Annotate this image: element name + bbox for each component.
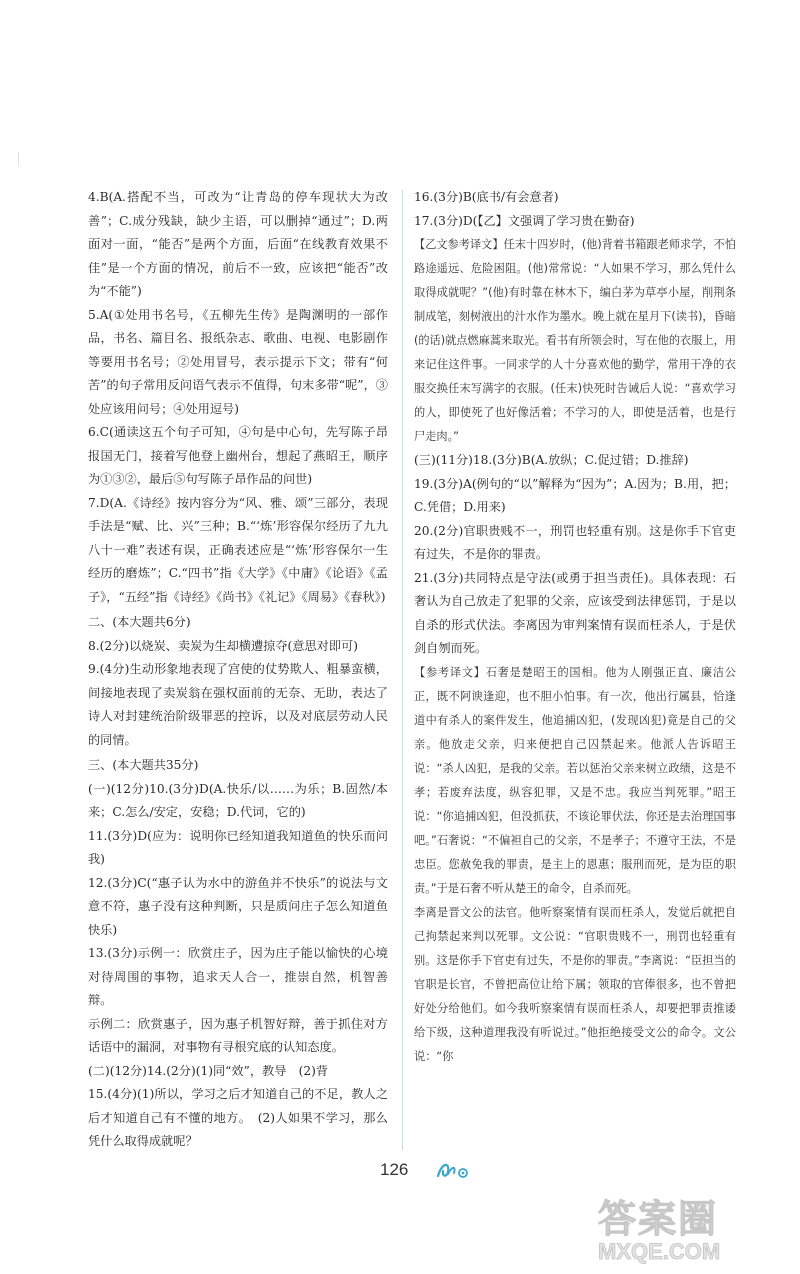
watermark (598, 1188, 768, 1274)
section-two-heading: 二、(本大题共6分) (88, 615, 191, 629)
answer-14: (二)(12分)14.(2分)(1)同“效”，教导 (2)背 (88, 1063, 329, 1078)
page-edge-mark (18, 152, 19, 166)
answer-6: 6.C(通读这五个句子可知，④句是中心句，先写陈子昂报国无门，接着写他登上幽州台，想起了燕昭王，顺序为①③②，最后⑤句写陈子昂作品的问世) (88, 425, 388, 486)
answer-7: 7.D(A.《诗经》按内容分为“风、雅、颂”三部分，表现手法是“赋、比、兴”三种；B.“‘炼’形容保尔经历了九九八十一难”表述有误，正确表述应是“‘炼’形容保尔一生经历的磨炼”；C.“四书”指《大学》《中庸》《论语》《孟子》，“五经”指《诗经》《尚书》《礼记》《周易》《春秋》) (88, 495, 388, 604)
right-column (414, 186, 736, 1069)
swirl-logo-icon (434, 1158, 474, 1180)
answer-5: 5.A(①处用书名号，《五柳先生传》是陶渊明的一部作品，书名、篇目名、报纸杂志、歌曲、电视、电影剧作等要用书名号；②处用冒号，表示提示下文；带有“何苦”的句子常用反问语气表示不值得，句末多带“呢”，③处应该用问号；④处用逗号) (88, 307, 388, 416)
answer-20: 20.(2分)官职贵贱不一，刑罚也轻重有别。这是你手下官吏有过失，不是你的罪责。 (414, 523, 736, 561)
answer-12: 12.(3分)C(“惠子认为水中的游鱼并不快乐”的说法与文意不符，惠子没有这种判断，只是质问庄子怎么知道鱼快乐) (88, 875, 388, 937)
page-number: 126 (380, 1160, 409, 1179)
watermark-url: MXQE.COM (598, 1239, 721, 1264)
watermark-title: 答案圈 (598, 1197, 719, 1241)
translation-lili: 李离是晋文公的法官。他听察案情有误而枉杀人，发觉后就把自己拘禁起来判以死罪。文公说：“官职贵贱不一，刑罚也轻重有别。这是你手下官吏有过失，不是你的罪责。”李离说：“臣担当的官职是长官，不曾把高位让给下属；领取的官俸很多，也不曾把好处分给他们。如今我听察案情有误而枉杀人，却要把罪责推诿给下级，这种道理我没有听说过。”他拒绝接受文公的命令。文公说：“你 (414, 905, 736, 1063)
column-divider (402, 190, 403, 1150)
answer-4: 4.B(A.搭配不当，可改为“让青岛的停车现状大为改善”；C.成分残缺，缺少主语，可以删掉“通过”；D.两面对一面，“能否”是两个方面，后面“在线教育效果不佳”是一个方面的情况，前后不一致，应该把“能否”改为“不能”) (88, 190, 388, 298)
answer-11: 11.(3分)D(应为：说明你已经知道我知道鱼的快乐而问我) (88, 828, 388, 866)
left-column (88, 186, 388, 1154)
section-three-heading: 三、(本大题共35分) (88, 758, 199, 772)
answer-15: 15.(4分)(1)所以，学习之后才知道自己的不足，教人之后才知道自己有不懂的地方。 (2)人如果不学习，那么凭什么取得成就呢？ (88, 1087, 388, 1148)
answer-16: 16.(3分)B(底书/有会意者) (414, 190, 559, 204)
answer-9: 9.(4分)生动形象地表现了宫使的仗势欺人、粗暴蛮横，间接地表现了卖炭翁在强权面前的无奈、无助，表达了诗人对封建统治阶级罪恶的控诉，以及对底层劳动人民的同情。 (88, 662, 388, 747)
answer-21: 21.(3分)共同特点是守法(或勇于担当责任)。具体表现：石奢认为自己放走了犯罪的父亲，应该受到法律惩罚，于是以自杀的形式伏法。李离因为审判案情有误而枉杀人，于是伏剑自刎而死。 (414, 570, 736, 655)
answer-8: 8.(2分)以烧炭、卖炭为生却横遭掠夺(意思对即可) (88, 638, 358, 653)
answer-18: (三)(11分)18.(3分)B(A.放纵；C.促过错；D.推辞) (414, 453, 689, 467)
answer-10: (一)(12分)10.(3分)D(A.快乐/以……为乐；B.固然/本来；C.怎么/安定，安稳；D.代词，它的) (88, 781, 388, 819)
translation-shishe: 【参考译文】石奢是楚昭王的国相。他为人刚强正直、廉洁公正，既不阿谀逢迎，也不胆小怕事。有一次，他出行属县，恰逢道中有杀人的案件发生，他追捕凶犯，(发现凶犯)竟是自己的父亲。他放走父亲，归来便把自己囚禁起来。他派人告诉昭王说：“杀人凶犯，是我的父亲。若以惩治父亲来树立政绩，这是不孝；若废弃法度，纵容犯罪，又是不忠。我应当判死罪。”昭王说：“你追捕凶犯，但没抓获，不该论罪伏法，你还是去治理国事吧。”石奢说：“不偏袒自己的父亲，不是孝子；不遵守王法，不是忠臣。您赦免我的罪责，是主上的恩惠；服刑而死，是为臣的职责。”于是石奢不听从楚王的命令，自杀而死。 (414, 665, 736, 895)
answer-19: 19.(3分)A(例句的“以”解释为“因为”；A.因为；B.用，把；C.凭借；D.用来) (414, 476, 736, 514)
answer-13-example-1: 13.(3分)示例一：欣赏庄子，因为庄子能以愉快的心境对待周围的事物，追求天人合一，推崇自然，机智善辩。 (88, 946, 388, 1007)
answer-13-example-2: 示例二：欣赏惠子，因为惠子机智好辩，善于抓住对方话语中的漏洞，对事物有寻根究底的认知态度。 (88, 1016, 388, 1054)
translation-yi: 【乙文参考译文】任末十四岁时，(他)背着书箱跟老师求学，不怕路途遥远、危险困阻。(他)常常说：“人如果不学习，那么凭什么取得成就呢？”(他)有时靠在林木下，编白茅为草亭小屋，削荆条制成笔，刻树液出的汁水作为墨水。晚上就在星月下(读书)，昏暗(的话)就点燃麻蒿来取光。看书有所领会时，写在他的衣服上，用来记住这件事。一同求学的人十分喜欢他的勤学，常用干净的衣服交换任末写满字的衣服。(任末)快死时告诫后人说：“喜欢学习的人，即使死了也好像活着；不学习的人，即使是活着，也是行尸走肉。” (414, 238, 736, 443)
answer-17: 17.(3分)D(【乙】文强调了学习贵在勤奋) (414, 213, 635, 228)
